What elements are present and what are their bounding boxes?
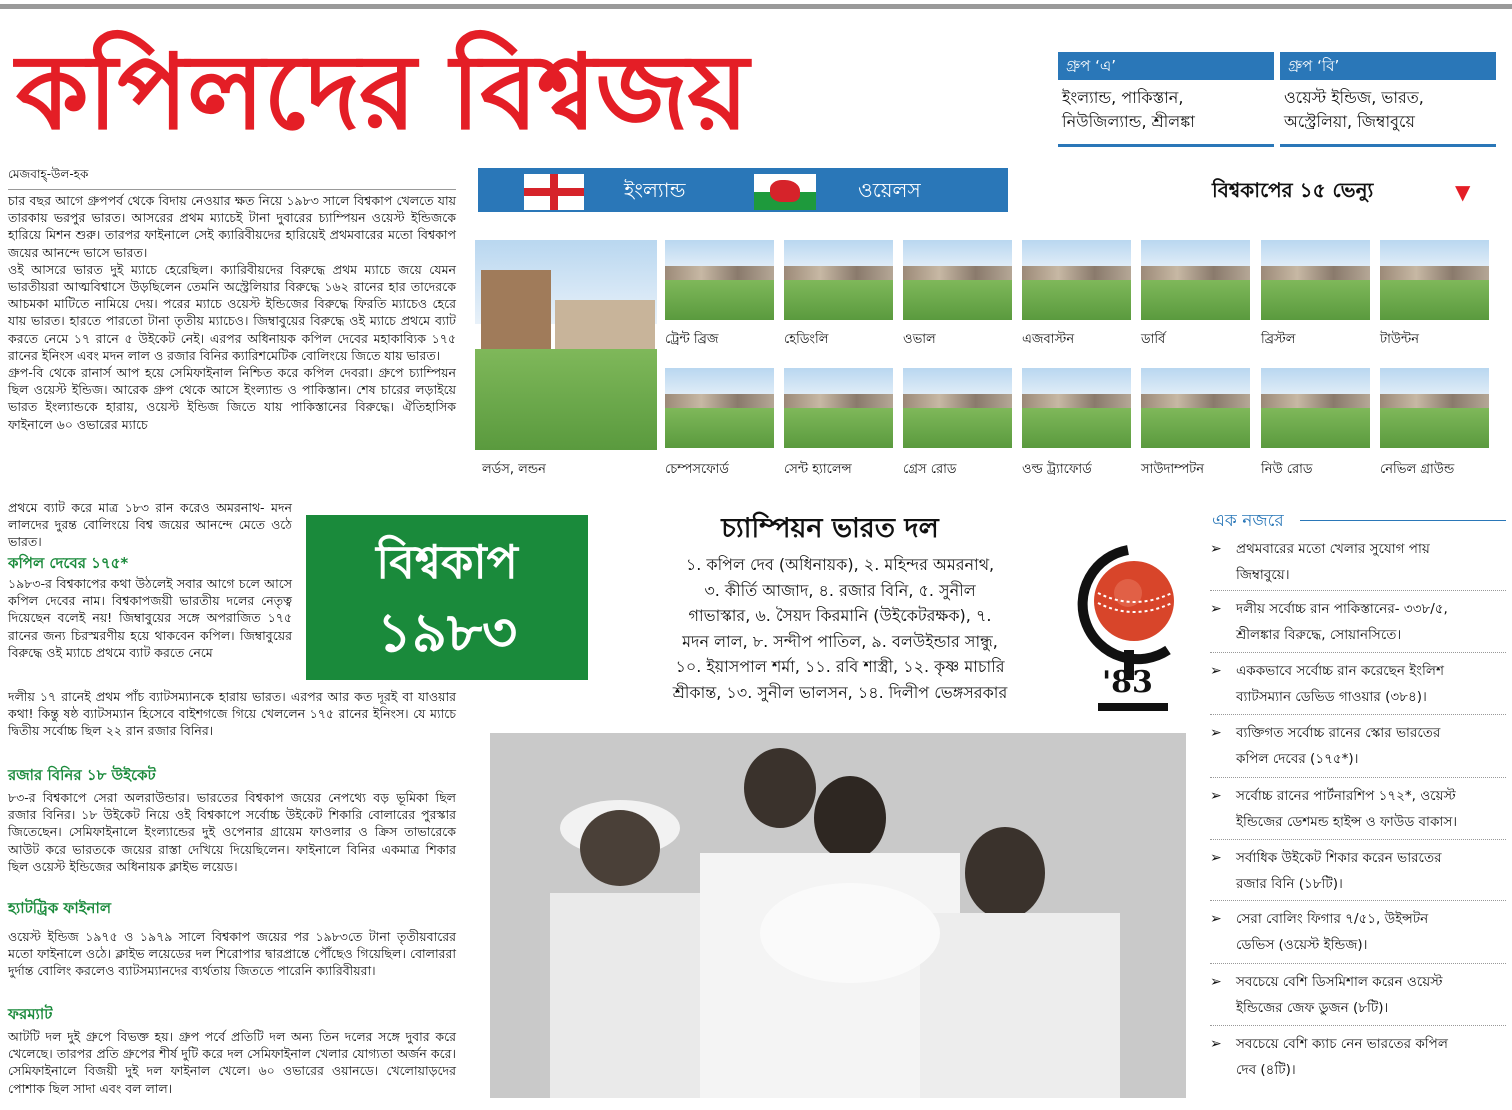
glance-separator (1210, 652, 1506, 653)
glance-item-text: শ্রীলঙ্কার বিরুদ্ধে, সোয়ানসিতে। (1236, 627, 1402, 643)
venue-photo (1141, 368, 1250, 448)
venue-photo (903, 240, 1012, 320)
glance-item (1210, 596, 1512, 648)
glance-title: এক নজরে (1212, 511, 1284, 531)
wales-flag-icon (754, 174, 816, 210)
group-a-box (1058, 52, 1274, 147)
section-title-format: ফরম্যাট (8, 1005, 53, 1023)
group-a-title: গ্রুপ ‘এ’ (1058, 52, 1274, 80)
venue-photo (903, 368, 1012, 448)
venue-label: ডার্বি (1141, 332, 1166, 347)
byline: মেজবাহ্-উল-হক (8, 166, 456, 190)
venues-title: বিশ্বকাপের ১৫ ভেন্যু (1212, 178, 1374, 202)
group-a-line: ইংল্যান্ড, পাকিস্তান, (1062, 88, 1184, 107)
glance-item-text: এককভাবে সর্বোচ্চ রান করেছেন ইংলিশ (1236, 663, 1444, 679)
cricket-ball-logo (1068, 545, 1188, 715)
article-intro-end (8, 499, 292, 551)
venue-photo (1141, 240, 1250, 320)
banner-wales: ওয়েলস (858, 178, 921, 202)
glance-item-text: সবচেয়ে বেশি ক্যাচ নেন ভারতের কপিল (1236, 1036, 1448, 1052)
squad-line: শ্রীকান্ত, ১৩. সুনীল ভালসন, ১৪. দিলীপ ভেঙ্গসরকার (672, 682, 1008, 702)
glance-item-text: ইন্ডিজের জেফ ডুজন (৮টি)। (1236, 1000, 1389, 1016)
venue-photo (1261, 240, 1370, 320)
glance-separator (1210, 777, 1506, 778)
group-b-line: অস্ট্রেলিয়া, জিম্বাবুয়ে (1284, 112, 1415, 131)
squad-title: চ্যাম্পিয়ন ভারত দল (721, 513, 939, 544)
venue-label: ব্রিস্টল (1261, 332, 1296, 347)
glance-item-text: ব্যাটসম্যান ডেভিড গাওয়ার (৩৮৪)। (1236, 689, 1427, 705)
glance-item-text: সর্বোচ্চ রানের পার্টনারশিপ ১৭২*, ওয়েস্ট (1236, 788, 1456, 804)
banner-england: ইংল্যান্ড (624, 178, 686, 202)
logo-83-text: '83 (1102, 665, 1153, 700)
glance-item-text: সবচেয়ে বেশি ডিসমিশাল করেন ওয়েস্ট (1236, 974, 1443, 990)
venue-label: গ্রেস রোড (903, 462, 957, 477)
venue-photo (1380, 368, 1489, 448)
glance-rule (1300, 520, 1506, 521)
glance-item (1210, 783, 1512, 835)
group-b-line: ওয়েস্ট ইন্ডিজ, ভারত, (1284, 88, 1424, 107)
glance-item-text: কপিল দেবের (১৭৫*)। (1236, 751, 1359, 767)
venue-label: ওল্ড ট্র্যাফোর্ড (1022, 462, 1092, 477)
glance-item-text: দলীয় সর্বোচ্চ রান পাকিস্তানের- ৩৩৮/৫, (1236, 601, 1448, 617)
pointer-arrow-icon: ➢ (1210, 541, 1222, 557)
squad-line: গাভাস্কার, ৬. সৈয়দ কিরমানি (উইকেটরক্ষক), ৭. (688, 606, 992, 625)
pointer-arrow-icon: ➢ (1210, 911, 1222, 927)
venue-label: এজবাস্টন (1022, 332, 1075, 347)
world-cup-1983-box (306, 515, 588, 680)
venue-label: ট্রেন্ট ব্রিজ (665, 332, 719, 347)
glance-separator (1210, 963, 1506, 964)
venue-label: হেডিংলি (784, 332, 829, 347)
section-body-kapil-cont: দলীয় ১৭ রানেই প্রথম পাঁচ ব্যাটসম্যানকে হারায় ভারত। এরপর আর কত দূরই বা যাওয়ার কথা! কিন্তু ষষ্ঠ ব্যাটসম্যান হিসেবে বাইশগজে গিয়ে খেললেন ১৭৫ রানের ইনিংস। যে ম্যাচে দ্বিতীয় সর্বোচ্চ ছিল ২২ রান রজার বিনির। (8, 689, 456, 739)
squad-line: ১০. ইয়াসপাল শর্মা, ১১. রবি শাস্ত্রী, ১২. কৃষ্ণ মাচারি (675, 657, 1005, 676)
section-title-kapil: কপিল দেবের ১৭৫* (8, 554, 129, 572)
glance-item (1210, 1031, 1512, 1083)
venue-photo (1022, 240, 1131, 320)
glance-item-text: সেরা বোলিং ফিগার ৭/৫১, উইন্সটন (1236, 911, 1429, 927)
glance-item-text: প্রথমবারের মতো খেলার সুযোগ পায় (1236, 541, 1430, 557)
wc-box-line1: বিশ্বকাপ (376, 535, 518, 589)
venue-photo (1380, 240, 1489, 320)
section-title-binny: রজার বিনির ১৮ উইকেট (8, 766, 156, 784)
article-paragraph: ওই আসরে ভারত দুই ম্যাচে হেরেছিল। ক্যারিবীয়দের বিরুদ্ধে প্রথম ম্যাচে জয়ে যেমন ভারতীয়রা আত্মবিশ্বাসে উড়ছিলেন তেমনি অস্ট্রেলিয়ার বিরুদ্ধে ১৬২ রানের হার তাদেরকে আচমকা মাটিতে নামিয়ে দেয়। পরের ম্যাচে ওয়েস্ট ইন্ডিজের বিরুদ্ধে ফিরতি ম্যাচেও হেরে যায় ভারত। হারতে পারতো টানা তৃতীয় ম্যাচেও। জিম্বাবুয়ের বিরুদ্ধে ওই ম্যাচে প্রথমে ব্যাট করতে নেমে ১৭ রানে ৫ উইকেট নেই। এরপর অধিনায়ক কপিল দেবের মহাকাব্যিক ১৭৫ রানের ইনিংস এবং মদন লাল ও রজার বিনির ক্যারিশমেটিক বোলিংয়ে জিতে যায় ভারত। (8, 261, 456, 363)
group-a-line: নিউজিল্যান্ড, শ্রীলঙ্কা (1062, 112, 1195, 131)
glance-separator (1210, 1025, 1506, 1026)
glance-item (1210, 658, 1512, 710)
section-body-hattrick: ওয়েস্ট ইন্ডিজ ১৯৭৫ ও ১৯৭৯ সালে বিশ্বকাপ জয়ের পর ১৯৮৩তে টানা তৃতীয়বারের মতো ফাইনালে ওঠে। ক্লাইভ লয়েডের দল শিরোপার দ্বারপ্রান্তে পৌঁছেও গিয়েছিল। বোলাররা দুর্দান্ত বোলিং করলেও ব্যাটসম্যানদের ব্যর্থতায় জিততে পারেনি ক্যারিবীয়রা। (8, 929, 456, 979)
venue-label: সাউদাম্পটন (1141, 462, 1204, 477)
england-flag-icon (524, 174, 584, 210)
venue-photo (784, 240, 893, 320)
venue-label: চেম্পসফোর্ড (665, 462, 730, 477)
article-paragraph: চার বছর আগে গ্রুপপর্ব থেকে বিদায় নেওয়ার ক্ষত নিয়ে ১৯৮৩ সালে বিশ্বকাপ খেলতে যায় তারকায় ভরপুর ভারত। আসরের প্রথম ম্যাচেই টানা দুবারের চ্যাম্পিয়ন ওয়েস্ট ইন্ডিজকে হারিয়ে মিশন শুরু। তারপর ফাইনালে সেই ক্যারিবীয়দের হারিয়েই প্রথমবারের মতো বিশ্বকাপ জয়ের আনন্দে ভাসে ভারত। (8, 193, 456, 260)
glance-item (1210, 720, 1512, 772)
glance-item-text: ডেভিস (ওয়েস্ট ইন্ডিজ)। (1236, 937, 1368, 953)
squad-line: ১. কপিল দেব (অধিনায়ক), ২. মহিন্দর অমরনাথ, (685, 555, 995, 574)
venue-photo (1261, 368, 1370, 448)
section-body-format: আটটি দল দুই গ্রুপে বিভক্ত হয়। গ্রুপ পর্বে প্রতিটি দল অন্য তিন দলের সঙ্গে দুবার করে খেলেছে। তারপর প্রতি গ্রুপের শীর্ষ দুটি করে দল সেমিফাইনাল খেলার যোগ্যতা অর্জন করে। সেমিফাইনালে বিজয়ী দুই দল ফাইনাল খেলে। ৬০ ওভারের ওয়ানডে। খেলোয়াড়দের পোশাক ছিল সাদা এবং বল লাল। (8, 1029, 456, 1096)
venue-photo (1022, 368, 1131, 448)
down-triangle-icon: ▼ (1455, 180, 1471, 204)
glance-item-text: দেব (৪টি)। (1236, 1062, 1296, 1078)
venue-photo (665, 368, 774, 448)
pointer-arrow-icon: ➢ (1210, 601, 1222, 617)
section-body-kapil: ১৯৮৩-র বিশ্বকাপের কথা উঠলেই সবার আগে চলে আসে কপিল দেবের নাম। বিশ্বকাপজয়ী ভারতীয় দলের নেতৃত্ব দিয়েছেন বলেই নয়! জিম্বাবুয়ের সঙ্গে অপরাজিত ১৭৫ রানের জন্য চিরস্মরণীয় হয়ে থাকবেন কপিল। জিম্বাবুয়ের বিরুদ্ধে ওই ম্যাচে প্রথমে ব্যাট করতে নেমে (8, 576, 292, 660)
glance-item-text: জিম্বাবুয়ে। (1236, 567, 1290, 583)
venue-label: সেন্ট হ্যালেন্স (784, 462, 852, 477)
glance-separator (1210, 900, 1506, 901)
venue-label: ওভাল (903, 332, 936, 347)
venue-label: নেভিল গ্রাউন্ড (1380, 462, 1455, 477)
venue-photo (784, 368, 893, 448)
wc-box-line2: ১৯৮৩ (376, 600, 518, 664)
article-paragraph: গ্রুপ-বি থেকে রানার্স আপ হয়ে সেমিফাইনাল নিশ্চিত করে কপিল দেবরা। গ্রুপে চ্যাম্পিয়ন ছিল ওয়েস্ট ইন্ডিজ। আরেক গ্রুপ থেকে আসে ইংল্যান্ড ও পাকিস্তান। শেষ চারের লড়াইয়ে ভারত ইংল্যান্ডকে হারায়, ওয়েস্ট ইন্ডিজ জিতে যায় পাকিস্তানের বিরুদ্ধে। ঐতিহাসিক ফাইনালে ৬০ ওভারের ম্যাচে (8, 365, 456, 432)
pointer-arrow-icon: ➢ (1210, 1036, 1222, 1052)
pointer-arrow-icon: ➢ (1210, 974, 1222, 990)
pointer-arrow-icon: ➢ (1210, 725, 1222, 741)
venue-photo (665, 240, 774, 320)
squad-list (640, 552, 1040, 705)
venue-label: টাউন্টন (1380, 332, 1419, 347)
group-b-box (1280, 52, 1496, 147)
article-intro (8, 192, 456, 433)
glance-item (1210, 906, 1512, 958)
headline: কপিলদের বিশ্বজয় (16, 30, 748, 153)
team-celebration-photo (490, 733, 1186, 1098)
glance-item-text: ব্যক্তিগত সর্বোচ্চ রানের স্কোর ভারতের (1236, 725, 1441, 741)
glance-separator (1210, 590, 1506, 591)
venue-photo-lords (475, 240, 657, 450)
venue-label: লর্ডস, লন্ডন (482, 462, 546, 477)
top-rule (0, 4, 1512, 9)
section-body-binny: ৮৩-র বিশ্বকাপে সেরা অলরাউন্ডার। ভারতের বিশ্বকাপ জয়ের নেপথ্যে বড় ভূমিকা ছিল রজার বিনির। ১৮ উইকেট নিয়ে ওই বিশ্বকাপে সর্বোচ্চ উইকেট শিকারি বোলারের পুরস্কার জিতেছেন। সেমিফাইনালে ইংল্যান্ডের দুই ওপেনার গ্রায়েম ফাওলার ও ক্রিস তাভারেকে আউট করে ভারতকে জয়ের রাস্তা দেখিয়ে দিয়েছিলেন। ফাইনালে বিনির একমাত্র শিকার ছিল ওয়েস্ট ইন্ডিজের অধিনায়ক ক্লাইভ লয়েড। (8, 790, 456, 874)
glance-separator (1210, 839, 1506, 840)
squad-line: মদন লাল, ৮. সন্দীপ পাতিল, ৯. বলউইন্ডার সান্ধু, (682, 631, 998, 651)
section-title-hattrick: হ্যাটট্রিক ফাইনাল (8, 899, 112, 917)
article-paragraph: প্রথমে ব্যাট করে মাত্র ১৮৩ রান করেও অমরনাথ- মদন লালদের দুরন্ত বোলিংয়ে বিশ্ব জয়ের আনন্দে মেতে ওঠে ভারত। (8, 500, 292, 550)
pointer-arrow-icon: ➢ (1210, 788, 1222, 804)
pointer-arrow-icon: ➢ (1210, 663, 1222, 679)
glance-separator (1210, 714, 1506, 715)
glance-item (1210, 969, 1512, 1021)
squad-line: ৩. কীর্তি আজাদ, ৪. রজার বিনি, ৫. সুনীল (704, 580, 976, 600)
glance-item-text: ইন্ডিজের ডেশমন্ড হাইন্স ও ফাউড বাকাস। (1236, 814, 1458, 830)
venue-label: নিউ রোড (1261, 462, 1313, 477)
glance-item-text: সর্বাধিক উইকেট শিকার করেন ভারতের (1236, 850, 1442, 866)
group-b-title: গ্রুপ ‘বি’ (1280, 52, 1496, 80)
pointer-arrow-icon: ➢ (1210, 850, 1222, 866)
glance-item (1210, 845, 1512, 897)
glance-item-text: রজার বিনি (১৮টি)। (1236, 876, 1343, 892)
glance-item (1210, 536, 1512, 588)
